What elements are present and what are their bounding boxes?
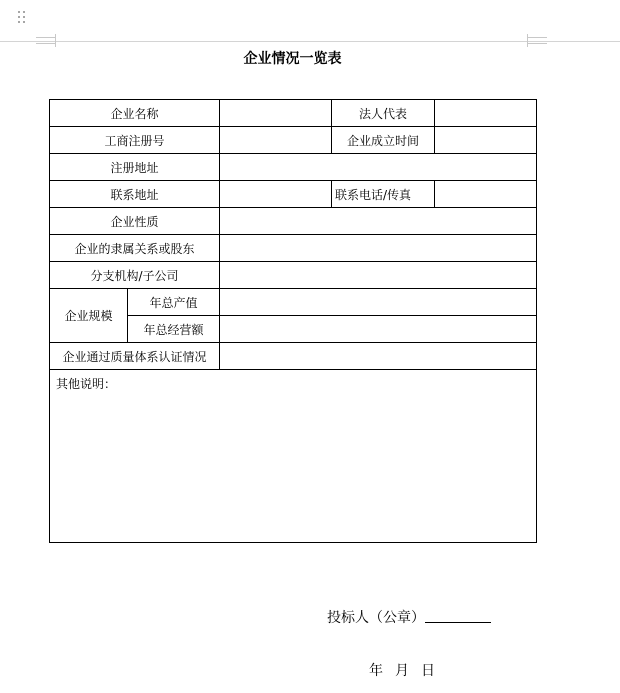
annual-revenue-cell[interactable] — [220, 316, 537, 343]
affiliation-cell[interactable] — [220, 235, 537, 262]
table-row — [50, 235, 537, 262]
contact-address-cell[interactable] — [220, 181, 332, 208]
year-label: 年 — [369, 663, 383, 679]
table-row — [50, 100, 537, 127]
reg-address-label: 注册地址 — [50, 154, 220, 181]
nature-label: 企业性质 — [50, 208, 220, 235]
contact-address-label: 联系地址 — [50, 181, 220, 208]
annual-revenue-label: 年总经营额 — [128, 316, 220, 343]
day-label: 日 — [421, 663, 435, 679]
reg-number-label: 工商注册号 — [50, 127, 220, 154]
branches-cell[interactable] — [220, 262, 537, 289]
founded-cell[interactable] — [435, 127, 537, 154]
notes-label: 其他说明： — [56, 377, 117, 391]
qms-cell[interactable] — [220, 343, 537, 370]
annual-output-cell[interactable] — [220, 289, 537, 316]
company-name-label: 企业名称 — [50, 100, 220, 127]
phone-fax-label: 联系电话/传真 — [332, 181, 435, 208]
table-row — [50, 262, 537, 289]
table-row — [50, 154, 537, 181]
table-row — [50, 127, 537, 154]
margin-corner-left-icon — [36, 34, 56, 47]
annual-output-label: 年总产值 — [128, 289, 220, 316]
founded-label: 企业成立时间 — [332, 127, 435, 154]
phone-fax-cell[interactable] — [435, 181, 537, 208]
bidder-signature-line — [327, 607, 491, 627]
scale-label: 企业规模 — [50, 289, 128, 343]
table-row — [50, 181, 537, 208]
company-info-table — [49, 99, 537, 543]
drag-handle-icon[interactable] — [18, 11, 28, 25]
notes-cell[interactable] — [50, 370, 537, 543]
nature-cell[interactable] — [220, 208, 537, 235]
bidder-signature-blank[interactable] — [425, 608, 491, 623]
company-name-cell[interactable] — [220, 100, 332, 127]
affiliation-label: 企业的隶属关系或股东 — [50, 235, 220, 262]
reg-number-cell[interactable] — [220, 127, 332, 154]
document-title: 企业情况一览表 — [243, 51, 342, 67]
qms-label: 企业通过质量体系认证情况 — [50, 343, 220, 370]
table-row — [50, 289, 537, 316]
bidder-label: 投标人（公章） — [327, 610, 425, 626]
branches-label: 分支机构/子公司 — [50, 262, 220, 289]
legal-rep-cell[interactable] — [435, 100, 537, 127]
table-row — [50, 208, 537, 235]
reg-address-cell[interactable] — [220, 154, 537, 181]
table-row — [50, 370, 537, 543]
month-label: 月 — [395, 663, 409, 679]
date-line — [369, 660, 447, 680]
margin-corner-right-icon — [527, 34, 547, 47]
table-row — [50, 343, 537, 370]
legal-rep-label: 法人代表 — [332, 100, 435, 127]
